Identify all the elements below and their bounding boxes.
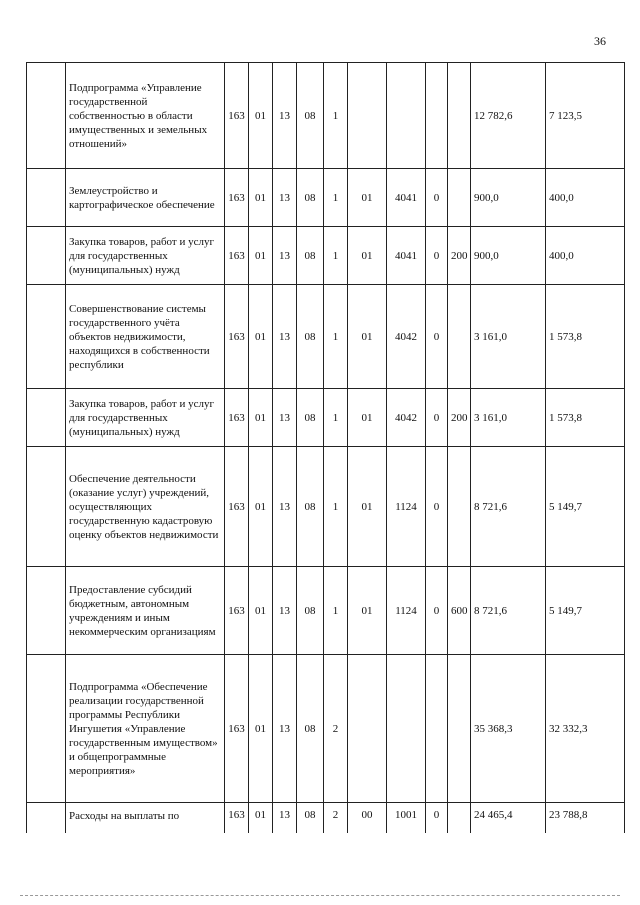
- code-subprogram: 1: [324, 389, 348, 447]
- code-ministry: 163: [225, 389, 249, 447]
- amount-year-1: 35 368,3: [471, 655, 546, 803]
- amount-year-2: 5 149,7: [546, 567, 625, 655]
- code-section: 01: [249, 63, 273, 169]
- code-subprogram: 1: [324, 63, 348, 169]
- code-event: 01: [348, 227, 387, 285]
- amount-year-1: 8 721,6: [471, 447, 546, 567]
- item-name: Обеспечение деятельности (оказание услуг) учреждений, осуществляющих государственную кадастровую оценку объектов недвижимости: [66, 447, 225, 567]
- code-subsection: 13: [273, 655, 297, 803]
- code-extra: 0: [426, 447, 448, 567]
- amount-year-2: 23 788,8: [546, 803, 625, 833]
- code-program: 08: [297, 803, 324, 833]
- code-event: 01: [348, 389, 387, 447]
- item-name: Расходы на выплаты по: [66, 803, 225, 833]
- item-name: Закупка товаров, работ и услуг для государственных (муниципальных) нужд: [66, 227, 225, 285]
- code-subprogram: 2: [324, 803, 348, 833]
- amount-year-1: 3 161,0: [471, 285, 546, 389]
- amount-year-2: 5 149,7: [546, 447, 625, 567]
- code-ministry: 163: [225, 655, 249, 803]
- code-event: [348, 655, 387, 803]
- item-name: Землеустройство и картографическое обеспечение: [66, 169, 225, 227]
- table-row: [27, 227, 625, 285]
- item-name: Предоставление субсидий бюджетным, автономным учреждениям и иным некоммерческим организациям: [66, 567, 225, 655]
- code-program: 08: [297, 447, 324, 567]
- code-direction: [387, 63, 426, 169]
- amount-year-1: 8 721,6: [471, 567, 546, 655]
- code-subsection: 13: [273, 63, 297, 169]
- empty-cell: [27, 803, 66, 833]
- budget-table-body: [27, 63, 625, 833]
- empty-cell: [27, 447, 66, 567]
- amount-year-2: 7 123,5: [546, 63, 625, 169]
- table-row: [27, 285, 625, 389]
- code-extra: 0: [426, 227, 448, 285]
- empty-cell: [27, 655, 66, 803]
- code-expense-type: [448, 447, 471, 567]
- code-program: 08: [297, 63, 324, 169]
- code-ministry: 163: [225, 803, 249, 833]
- code-extra: 0: [426, 803, 448, 833]
- code-ministry: 163: [225, 567, 249, 655]
- empty-cell: [27, 285, 66, 389]
- code-expense-type: 200: [448, 389, 471, 447]
- empty-cell: [27, 567, 66, 655]
- code-direction: 1124: [387, 567, 426, 655]
- code-expense-type: [448, 63, 471, 169]
- code-subsection: 13: [273, 169, 297, 227]
- code-direction: 1001: [387, 803, 426, 833]
- code-ministry: 163: [225, 227, 249, 285]
- code-section: 01: [249, 803, 273, 833]
- code-expense-type: 600: [448, 567, 471, 655]
- code-expense-type: [448, 169, 471, 227]
- code-extra: [426, 655, 448, 803]
- table-row: [27, 389, 625, 447]
- code-program: 08: [297, 567, 324, 655]
- table-row: [27, 567, 625, 655]
- code-section: 01: [249, 389, 273, 447]
- code-subsection: 13: [273, 285, 297, 389]
- code-subprogram: 1: [324, 447, 348, 567]
- item-name: Подпрограмма «Обеспечение реализации государственной программы Республики Ингушетия «Управление государственным имуществом» и общепрограммные мероприятия»: [66, 655, 225, 803]
- code-subprogram: 1: [324, 227, 348, 285]
- table-row: [27, 447, 625, 567]
- amount-year-1: 900,0: [471, 227, 546, 285]
- code-program: 08: [297, 285, 324, 389]
- code-expense-type: [448, 655, 471, 803]
- code-program: 08: [297, 169, 324, 227]
- code-section: 01: [249, 655, 273, 803]
- item-name: Закупка товаров, работ и услуг для государственных (муниципальных) нужд: [66, 389, 225, 447]
- empty-cell: [27, 389, 66, 447]
- amount-year-2: 400,0: [546, 227, 625, 285]
- code-ministry: 163: [225, 63, 249, 169]
- code-subsection: 13: [273, 227, 297, 285]
- amount-year-1: 24 465,4: [471, 803, 546, 833]
- item-name: Совершенствование системы государственного учёта объектов недвижимости, находящихся в собственности республики: [66, 285, 225, 389]
- code-direction: 4041: [387, 227, 426, 285]
- code-extra: 0: [426, 285, 448, 389]
- item-name: Подпрограмма «Управление государственной собственностью в области имущественных и земельных отношений»: [66, 63, 225, 169]
- amount-year-1: 3 161,0: [471, 389, 546, 447]
- code-direction: 1124: [387, 447, 426, 567]
- code-subsection: 13: [273, 447, 297, 567]
- budget-table: [26, 62, 625, 833]
- code-extra: [426, 63, 448, 169]
- code-event: 01: [348, 285, 387, 389]
- code-ministry: 163: [225, 447, 249, 567]
- code-event: 01: [348, 567, 387, 655]
- code-subprogram: 2: [324, 655, 348, 803]
- code-extra: 0: [426, 567, 448, 655]
- amount-year-2: 1 573,8: [546, 285, 625, 389]
- code-expense-type: [448, 803, 471, 833]
- amount-year-1: 12 782,6: [471, 63, 546, 169]
- amount-year-2: 32 332,3: [546, 655, 625, 803]
- code-section: 01: [249, 447, 273, 567]
- code-event: 01: [348, 169, 387, 227]
- code-event: [348, 63, 387, 169]
- code-extra: 0: [426, 169, 448, 227]
- code-direction: 4042: [387, 389, 426, 447]
- code-direction: 4041: [387, 169, 426, 227]
- code-subprogram: 1: [324, 169, 348, 227]
- code-expense-type: 200: [448, 227, 471, 285]
- amount-year-1: 900,0: [471, 169, 546, 227]
- amount-year-2: 400,0: [546, 169, 625, 227]
- code-event: 01: [348, 447, 387, 567]
- code-expense-type: [448, 285, 471, 389]
- footer-scan-artifact: [20, 895, 620, 896]
- table-row: [27, 169, 625, 227]
- code-ministry: 163: [225, 285, 249, 389]
- empty-cell: [27, 169, 66, 227]
- code-section: 01: [249, 285, 273, 389]
- code-subsection: 13: [273, 567, 297, 655]
- empty-cell: [27, 63, 66, 169]
- code-direction: 4042: [387, 285, 426, 389]
- amount-year-2: 1 573,8: [546, 389, 625, 447]
- code-ministry: 163: [225, 169, 249, 227]
- code-event: 00: [348, 803, 387, 833]
- table-row: [27, 803, 625, 833]
- code-section: 01: [249, 227, 273, 285]
- code-direction: [387, 655, 426, 803]
- table-row: [27, 63, 625, 169]
- page-number: 36: [594, 34, 606, 48]
- code-extra: 0: [426, 389, 448, 447]
- code-program: 08: [297, 655, 324, 803]
- code-subsection: 13: [273, 389, 297, 447]
- code-subsection: 13: [273, 803, 297, 833]
- code-section: 01: [249, 169, 273, 227]
- code-subprogram: 1: [324, 285, 348, 389]
- code-program: 08: [297, 227, 324, 285]
- code-section: 01: [249, 567, 273, 655]
- code-subprogram: 1: [324, 567, 348, 655]
- code-program: 08: [297, 389, 324, 447]
- table-row: [27, 655, 625, 803]
- empty-cell: [27, 227, 66, 285]
